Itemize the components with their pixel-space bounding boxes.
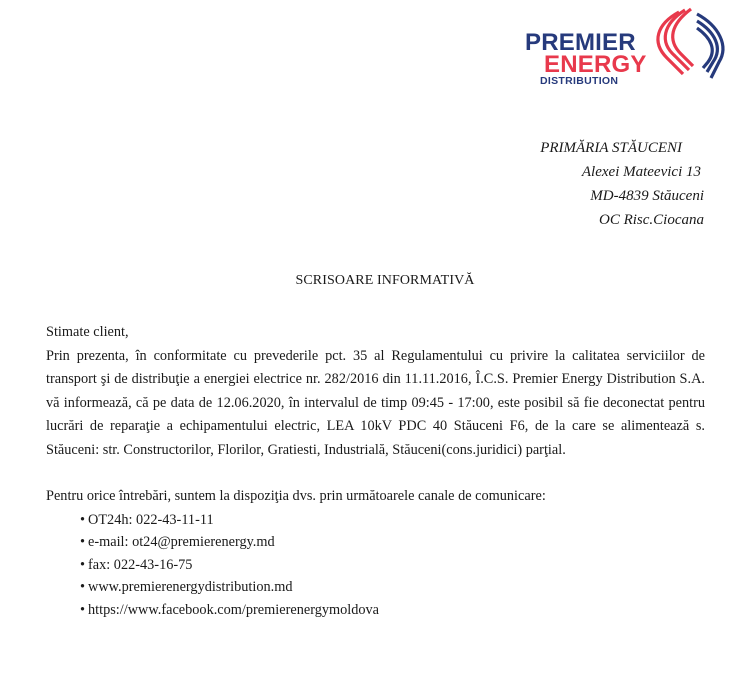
addressee-reference: OC Risc.Ciocana xyxy=(599,212,704,228)
notice-paragraph: Prin prezenta, în conformitate cu prevederile pct. 35 al Regulamentului cu privire la calitatea serviciilor de transport şi de distribuţie a energiei electrice nr. 282/2016 din 11.11.2016, Î.C.S. Premier Energy Distribution S.A. vă informează, că pe data de 12.06.2020, în intervalul de timp 09:45 - 17:00, este posibil să fie deconectat pentru lucrări de reparaţie a echipamentului electric, LEA 10kV PDC 40 Stăuceni F6, de la care se alimentează s. Stăuceni: str. Constructorilor, Florilor, Gratiesti, Industrială, Stăuceni(cons.juridici) parţial. xyxy=(46,347,705,458)
addressee-name: PRIMĂRIA STĂUCENI xyxy=(540,140,682,156)
logo-wordmark xyxy=(525,29,647,87)
document-title-wrap xyxy=(0,273,750,289)
bullet-icon: • xyxy=(80,534,86,550)
letter-body xyxy=(46,321,705,621)
contact-facebook-link[interactable]: https://www.facebook.com/premierenergymoldova xyxy=(88,601,380,618)
contact-email-text[interactable]: e-mail: ot24@premierenergy.md xyxy=(88,534,275,550)
bullet-icon: • xyxy=(80,556,86,573)
contact-intro: Pentru orice întrebări, suntem la dispoziţia dvs. prin următoarele canale de comunicare: xyxy=(46,488,546,504)
contact-item-website[interactable] xyxy=(80,576,705,599)
bullet-icon: • xyxy=(80,511,86,528)
logo-distribution-text: DISTRIBUTION xyxy=(540,75,619,87)
contact-list xyxy=(46,509,705,622)
contact-item-email[interactable] xyxy=(80,531,705,554)
addressee-street: Alexei Mateevici 13 xyxy=(581,164,701,180)
contact-item-phone xyxy=(80,509,705,532)
contact-item-facebook[interactable] xyxy=(80,599,705,622)
document-title: SCRISOARE INFORMATIVĂ xyxy=(295,273,475,288)
addressee-postal-city: MD-4839 Stăuceni xyxy=(590,188,704,204)
company-logo xyxy=(525,6,740,94)
bullet-icon: • xyxy=(80,579,86,595)
logo-swoosh-icon xyxy=(635,6,740,86)
bullet-icon: • xyxy=(80,601,86,618)
contact-website-link[interactable]: www.premierenergydistribution.md xyxy=(88,579,293,595)
contact-item-fax xyxy=(80,554,705,577)
logo-premier-text: PREMIER xyxy=(525,29,636,56)
contact-fax-text: fax: 022-43-16-75 xyxy=(88,556,193,573)
addressee-block xyxy=(540,136,704,232)
logo-energy-text: ENERGY xyxy=(544,51,647,78)
greeting: Stimate client, xyxy=(46,324,129,340)
contact-phone-text: OT24h: 022-43-11-11 xyxy=(88,511,214,528)
